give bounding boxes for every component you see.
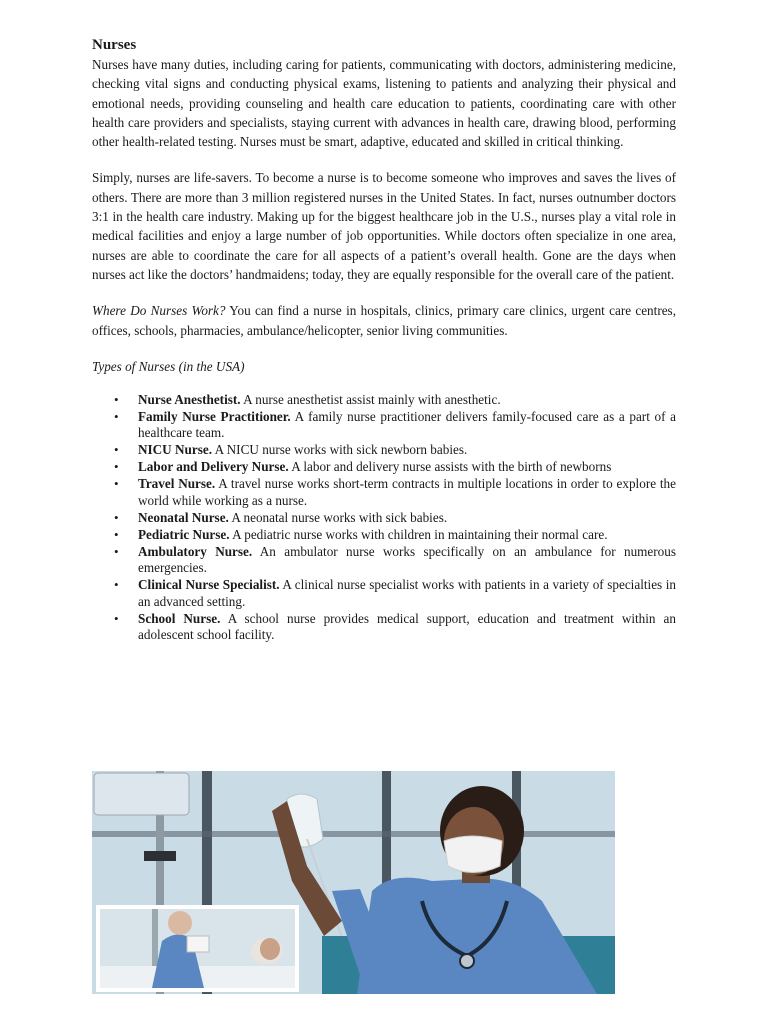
nurse-type-desc: A pediatric nurse works with children in maintaining their normal care. (229, 526, 608, 542)
bullet-icon: • (114, 610, 119, 626)
where-question: Where Do Nurses Work? (92, 303, 226, 319)
list-item (92, 544, 676, 577)
nurse-type-name: Travel Nurse. (138, 476, 216, 492)
where-answer: You can find a nurse in hospitals, clinics, primary care clinics, urgent care centres, offices, schools, pharmacies, ambulance/helicopter, senior living communities. (92, 303, 676, 338)
nurse-type-desc: A family nurse practitioner delivers family-focused care as a part of a healthcare team. (138, 408, 676, 441)
nurse-type-desc: A nurse anesthetist assist mainly with anesthetic. (240, 391, 501, 407)
where-paragraph (92, 301, 676, 340)
nurse-types-list (92, 392, 676, 644)
nurse-type-name: NICU Nurse. (138, 442, 212, 458)
nurse-type-name: Labor and Delivery Nurse. (138, 459, 289, 475)
nurse-type-name: Ambulatory Nurse. (138, 543, 253, 559)
bullet-icon: • (114, 526, 119, 542)
nurse-photo (92, 771, 615, 994)
nurse-type-desc: A school nurse provides medical support, education and treatment within an adolescent school facility. (138, 610, 677, 643)
bullet-icon: • (114, 442, 119, 458)
nurse-type-name: Nurse Anesthetist. (138, 391, 241, 407)
list-item (92, 442, 676, 459)
intro-paragraph: Nurses have many duties, including caring for patients, communicating with doctors, administering medicine, checking vital signs and conducting physical exams, listening to patients and analyzing their physical and emotional needs, providing counseling and health care education to patients, coordinating care with other health care providers and specialists, staying current with advances in health care, drawing blood, performing other health-related testing. Nurses must be smart, adaptive, educated and skilled in critical thinking. (92, 57, 676, 150)
nurse-type-desc: A labor and delivery nurse assists with the birth of newborns (288, 459, 612, 475)
bullet-icon: • (114, 509, 119, 525)
list-item (92, 577, 676, 610)
bullet-icon: • (114, 408, 119, 424)
list-item (92, 476, 676, 509)
bullet-icon: • (114, 459, 119, 475)
list-item (92, 527, 676, 544)
nurse-type-desc: An ambulator nurse works specifically on an ambulance for numerous emergencies. (138, 543, 676, 576)
bullet-icon: • (114, 391, 119, 407)
list-item (92, 510, 676, 527)
nurse-type-name: Neonatal Nurse. (138, 509, 229, 525)
nurse-type-name: Family Nurse Practitioner. (138, 408, 291, 424)
list-item (92, 611, 676, 644)
nurse-type-desc: A clinical nurse specialist works with patients in a variety of specialties in an advanced setting. (138, 577, 676, 609)
nurse-type-desc: A neonatal nurse works with sick babies. (228, 509, 448, 525)
bullet-icon: • (114, 577, 119, 593)
document-page (92, 36, 676, 644)
list-item (92, 409, 676, 442)
lifesavers-paragraph: Simply, nurses are life-savers. To become a nurse is to become someone who improves and saves the lives of others. There are more than 3 million registered nurses in the United States. In fact, nurses outnumber doctors 3:1 in the health care industry. Making up for the biggest healthcare job in the U.S., nurses play a vital role in medical facilities and enjoy a large number of job opportunities. While doctors often specialize in one area, nurses are able to coordinate the care for all aspects of a patient’s overall health. Gone are the days when nurses act like the doctors’ handmaidens; today, they are equally responsible for the overall care of the patient. (92, 170, 676, 282)
document-title: Nurses (92, 37, 137, 53)
nurse-type-name: Pediatric Nurse. (138, 526, 230, 542)
list-item (92, 459, 676, 476)
bullet-icon: • (114, 476, 119, 492)
nurse-type-desc: A NICU nurse works with sick newborn babies. (212, 442, 468, 458)
list-item (92, 392, 676, 409)
nurse-type-desc: A travel nurse works short-term contracts in multiple locations in order to explore the world while working as a nurse. (138, 476, 677, 508)
nurse-type-name: Clinical Nurse Specialist. (138, 577, 280, 593)
types-heading: Types of Nurses (in the USA) (92, 358, 245, 374)
bullet-icon: • (114, 543, 119, 559)
nurse-type-name: School Nurse. (138, 610, 221, 626)
nurse-illustration (92, 771, 615, 994)
